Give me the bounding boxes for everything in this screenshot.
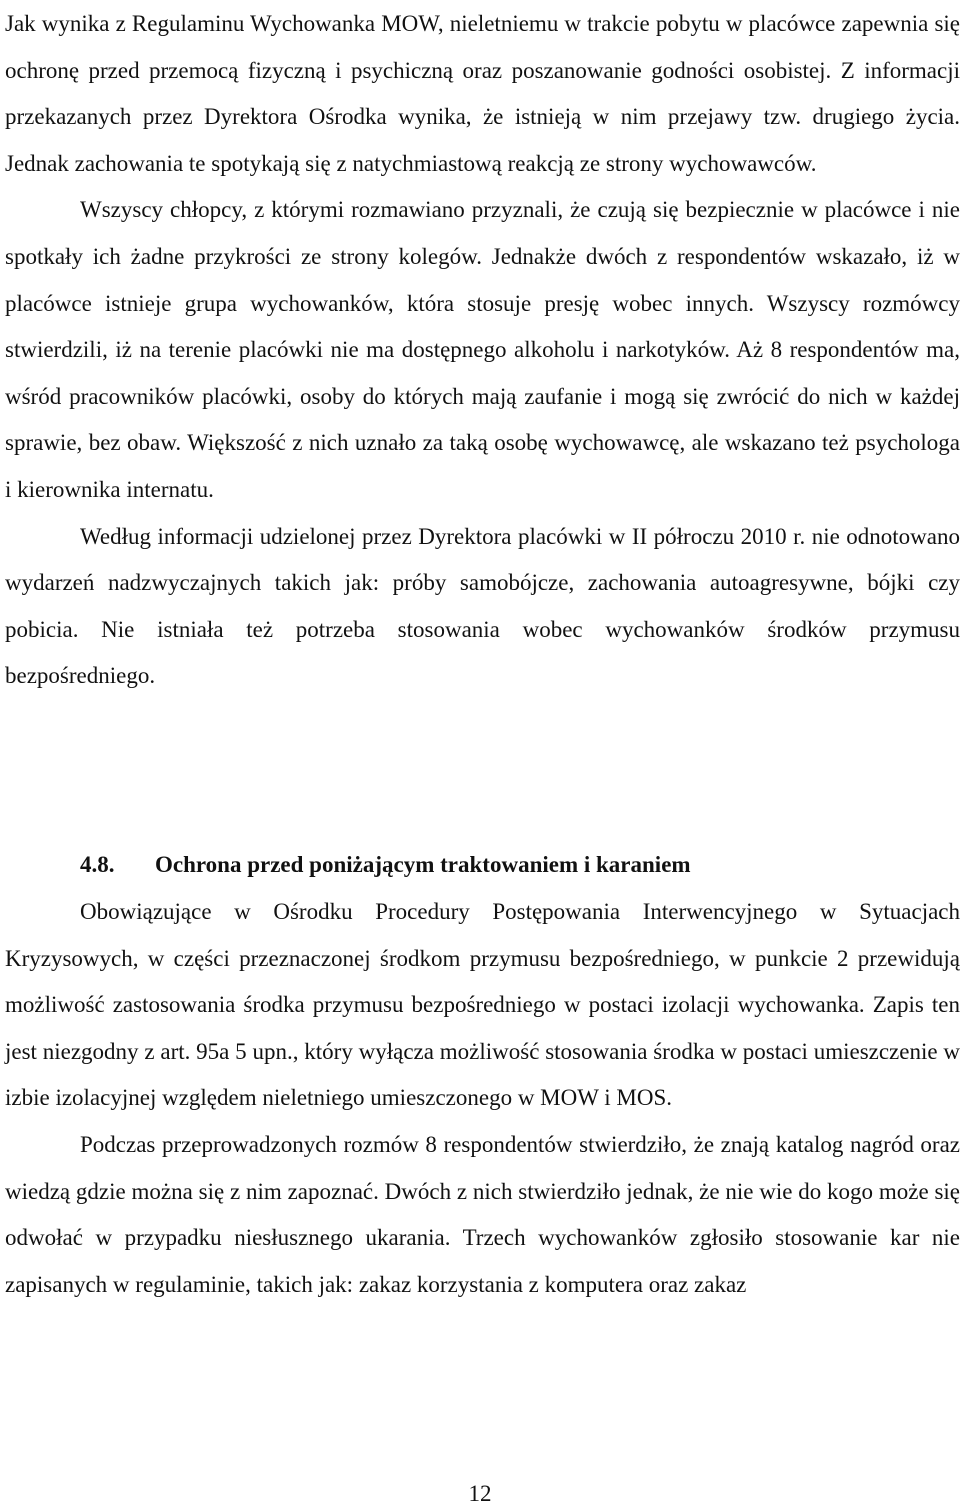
section-title: Ochrona przed poniżającym traktowaniem i karaniem [155, 852, 691, 877]
paragraph: Podczas przeprowadzonych rozmów 8 respondentów stwierdziło, że znają katalog nagród oraz wiedzą gdzie można się z nim zapoznać. Dwóch z nich stwierdziło jednak, że nie wie do kogo może się odwołać w przypadku niesłusznego ukarania. Trzech wychowanków zgłosiło stosowanie kar nie zapisanych w regulaminie, takich jak: zakaz korzystania z komputera oraz zakaz [5, 1131, 960, 1297]
paragraph: Jak wynika z Regulaminu Wychowanka MOW, nieletniemu w trakcie pobytu w placówce zapewnia się ochronę przed przemocą fizyczną i psychiczną oraz poszanowanie godności osobistej. Z informacji przekazanych przez Dyrektora Ośrodka wynika, że istnieją w nim przejawy tzw. drugiego życia. Jednak zachowania te spotykają się z natychmiastową reakcją ze strony wychowawców. [5, 11, 960, 176]
section-body-2 [5, 889, 960, 1308]
paragraph: Wszyscy chłopcy, z którymi rozmawiano przyznali, że czują się bezpiecznie w placówce i nie spotkały ich żadne przykrości ze strony kolegów. Jednakże dwóch z respondentów wskazało, iż w placówce istnieje grupa wychowanków, która stosuje presję wobec innych. Wszyscy rozmówcy stwierdzili, iż na terenie placówki nie ma dostępnego alkoholu i narkotyków. Aż 8 respondentów ma, wśród pracowników placówki, osoby do których mają zaufanie i mogą się zwrócić do nich w każdej sprawie, bez obaw. Większość z nich uznało za taką osobę wychowawcę, ale wskazano też psychologa i kierownika internatu. [5, 197, 960, 502]
section-number: 4.8. [80, 852, 115, 877]
section-body-1 [5, 1, 960, 700]
paragraph: Według informacji udzielonej przez Dyrektora placówki w II półroczu 2010 r. nie odnotowano wydarzeń nadzwyczajnych takich jak: próby samobójcze, zachowania autoagresywne, bójki czy pobicia. Nie istniała też potrzeba stosowania wobec wychowanków środków przymusu bezpośredniego. [5, 523, 960, 689]
paragraph: Obowiązujące w Ośrodku Procedury Postępowania Interwencyjnego w Sytuacjach Kryzysowych, w części przeznaczonej środkom przymusu bezpośredniego, w punkcie 2 przewidują możliwość zastosowania środka przymusu bezpośredniego w postaci izolacji wychowanka. Zapis ten jest niezgodny z art. 95a 5 upn., który wyłącza możliwość stosowania środka w postaci umieszczenie w izbie izolacyjnej względem nieletniego umieszczonego w MOW i MOS. [5, 899, 960, 1111]
section-heading [5, 842, 691, 889]
page-number: 12 [468, 1481, 492, 1506]
